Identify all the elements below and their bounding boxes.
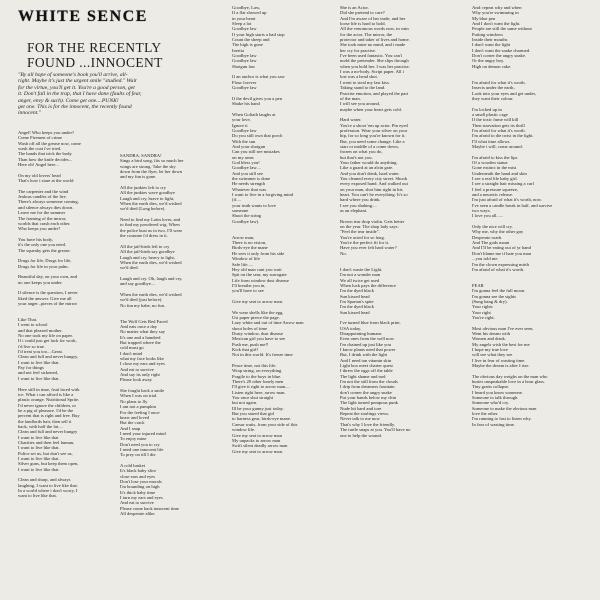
intro-quote: "By all hope of someone's book you'll arrive, all- right. Maybe it's just the urgent smile "studied." Wait for the virtue, you'll get it. You're a good person, get it. Don't fall in the trap, that I have done (faults of fear, anger, envy & such). Come get one....PUNK! get one. This is for the innocent, the recently found innocent." (18, 72, 142, 117)
lyrics-column-4: She is an Actor. Did she pretend to care? And I'm aware of her trade, and her loose life is hard to hold. All the venomous words now, in vain for the actor. The mirror, the protector and taker of lives and home. She took mine no mind, and i made her cry for practise. I've been used fantastic. You can't mold the pretender. She slips through when you hold her. I was her practise. I was a no-body. Script paper. All i lost was a head shot. I went to steal my last kiss. Taking stand to the land. Practise emotion, and played the part of the man. I will see you around, maybe when your heart gets cold. Hard water. You're a shoot 'em up actor. Pin eyed profession. Wear your silver on your hip, for so long you're known for it. But, you need some change. Like a starr or middle of a come down, frozen on what you do, but that's not you. Your father would do anything. Like a guard at an alcin gate. And you don't drink, hard water. You cleaned every city street. Shook every exposed hand. And walked out on your man, shot him right in his heart. You can't be everything. It's so hard where you drink. I see you shaking.... as an elephant. Brown tear drop violin. Gets better on the year. The shop lady says: "Feel the tear inside". You're acted for so long. You're the perfect fit for it. Have you ever felt hard water? No. I don't waste the Light. I'm not a wonder man We all twice get used When luck pays the difference I'm the dyed black Sun kissed head I'm Spartan's spite I'm the dyed black Sun kissed head I've turned blue from black print. USA today. Disappointing humans Even ones from the well now I'm chained up just like you I know plants need that power But, I drink with the light And I need tan vitamin skin Light box meet charter quest I threw the eggs off the table The light shame and nod I'm not the still from the clouds I drip from dreamers fountain don't corner the angry snake Put your hands below my chin The light turned pompous punk Nude hit hard and tore Repeat the starlings views. Never talk to me now That's why I love the friendly. The turtle snaps at you. You'll have no one to help the wound. (340, 5, 411, 438)
lyrics-column-1: Angel! Who keeps you under? Come Firemen of crime Wash off all the grease now, come wash the coat i've tried. The hands that trick the body. Than how the knife decides... Here oh! Angel here... On my old lovers' head That's how i stare at the world The carpenter and the wind Jealous candles of the fire. There's always someone coming, and silence always dies down. Leave me for the summer The framing of the mirror, worlds that crash each other. Who keeps you under? You have his body, it's the only one you need. The squeaky gets the grease. Drugs for life, Drugs for life, Drugs for life in your palm. Beautiful day, on your own, and no one keeps you under. If silence is the question, I never liked the answer. Give me all your anger...pieces of the mirror Like That. I went to school and that pleased mother. No one took my life on paper. If i could just get luck for work, i'd live so true. I'd treat you too....Great. Clean and full and never hungry, I want to live like that. Pay for things and not feel sickened, I want to live like that. Here still in time, fruit laced with ice. What i can afford is like a plastic orange. Nutritional Sprite. I'd never ignore the children, or be a pig of pleasure. I'd be the percent that is right and free. Buy the landlords hair, then sell it back, with half the fat.... Clean and full and never hungry I want to live like that Charities and then feel human, I want to live like that. Police set us, but don't see us, I want to live like that. Silver guns, but keep them open, I want to live like that. Clean and sharp, and always laughing, I want to live like that. In a world where i don't worry, I want to live like that. (18, 130, 81, 499)
lyrics-column-2: SANDRA, SANDRA! Sings a bird song, fits so much her wings are strong. Take the sky down from the flyer, let her down and my fun is gone. All the junkies left to cry All the junkies wave goodbye Laugh and cry, brave to light, When the earth dies, we'd wished we'd died (Long before). Need to find my Latin lover, and to find my powdered wig. When the police bust us in two, I'll wear the costume i'd dress in it. All the jail-birds left to cry All the jail-birds say goodbye Laugh and cry, heavy to light, When the earth dies, we'd wished we'd died. Laugh and cry. Oh, laugh and cry, and say goodbye.... When the earth dies, we'd wished we'd died (just before). No fun my babe, no fun. The Wolf Gets Red Faced And eats once a day No matter what they say It's one and a hundred But trapped where the cold must go I don't mind what my face looks like I close my ears and eyes And eat to survive And say its only right Please look away She fought back a smile When I was on trial. No plans to fly I am not a pumpkin For the feeling I once knew and loved But the crack And I snap I need your injured mind To enjoy mine Don't need you to cry I need one innocent life To prey on till I die A cold basket It's black baby slice close ears and eyes Don't lose your morals I'm bounding on high It's thick baby time I turn my ears and eyes And eat to survive Please come back innocent time All desperate alike. (120, 153, 184, 517)
band-logo: WHITE SENCE (18, 8, 148, 25)
page-heading: FOR THE RECENTLY FOUND ...INNOCENT (27, 40, 163, 70)
lyrics-column-5: And: repeat why and when Why you're swimming in My blue pen And I don't want the light. People are still the same without Putting windows Inside their mouths I don't want the light I don't want the snake charmed. Don't corner the angry snake. Or the angry boy. High on demon cake. I'm afraid for what it's worth. Insects under the earth, Look into your eyes and get under, they want their colour. I'm locked up in a small plastic cage If the toxic fume will kill Then starvation gets its thrill I'm afraid for what it's worth. I'm afraid to die twist in the light. I'll what time allows. Maybe i will, come around. I'm afraid to kiss the lips Of a wooden statue Gone extinct in the mist Underneath the hand and skin I see a real life baby girl. I see a straight hair missing a curl I feel a pressure squeeze, and a neurotic release. I'm just afraid of what it's worth, now. I've seen a candle break in half, and survive two ways. I love you all...... Only the nice will cry. Why me, why the other guy Desperate roads And The gods moan And I'll be eating out of yr hand Don't blame me if hate you man ...you told me. I'm the clown expressing mirth I'm afraid of what it's worth. FEAR I'm gonna feel the full moon. I'm gonna see the sights (Sung bang & dry). Your rights Your right You're right. Most obvious man I've ever seen, Went his dream with Women and drink. My angels wish the best for me I hope my true love will see what they see I live in fear of wasting time. Maybe the dream is after I rise. The obvious day weighs on the man who buries unspeakable love in a hour glass. Tiny gratis collapse. I heard you know someone. Someone to talk through. Someone who'd cry. Someone to make the obvious man love the other. I'm running to fast to listen why. In fear of wasting time. (472, 5, 553, 427)
lyrics-column-3: Goodbye, Law, If a flat showed up in your heart Sleep a lot Goodbye law If your high starts a bad stop Count the sheep and The high is gone Inertia Goodbye law Goodbye law Shotgun law If an anchor is what you saw Flour forever Goodbye law If the devil gives you a pen Shake his hand When Goliath laughs at your love, Ignore it Goodbye law Do you still own that porch With the sun And your shotgun Can you still see mistakes on my arms God bless you! Goodbye law.... And you still see the swimmer is done He needs strength Whatever that was I want to live in a forgiving mind (if.... your truth wants to love someone Shoot the string Goodbye law). Arrow man, There is no vision, Birds-eye the mane He sees it only from his side Window of life Safe life..... Hey old man cant you wait Spit on the sear, my surrogate Life from window dust disease I'll breathe you in, you'll have to see Give my seat to arrow man. We wear shells like the egg, Usi paper pierce the page. Lazy white and out of time Arrow man shoot holes of time Dusty window, dust disease Mexican girl you have to see Push me, push me!! Kick that girl! Not in this world. It's freeze time Peace time, not this life. Wrap string, on everything Fragile to the boys in blue. There's 20 other lonely men I'll give it right to arrow man.... Listen right here, arrow man. You once shot straight but not again. Ill be your gunny just today. But you stared that girl to harness gear, birds-eye mane. Caesar waits, from your side of this window life. Give my seat to arrow man My unpacks to arrow man Swift silent deadly arrow man Give my seat to arrow man. (232, 5, 304, 454)
